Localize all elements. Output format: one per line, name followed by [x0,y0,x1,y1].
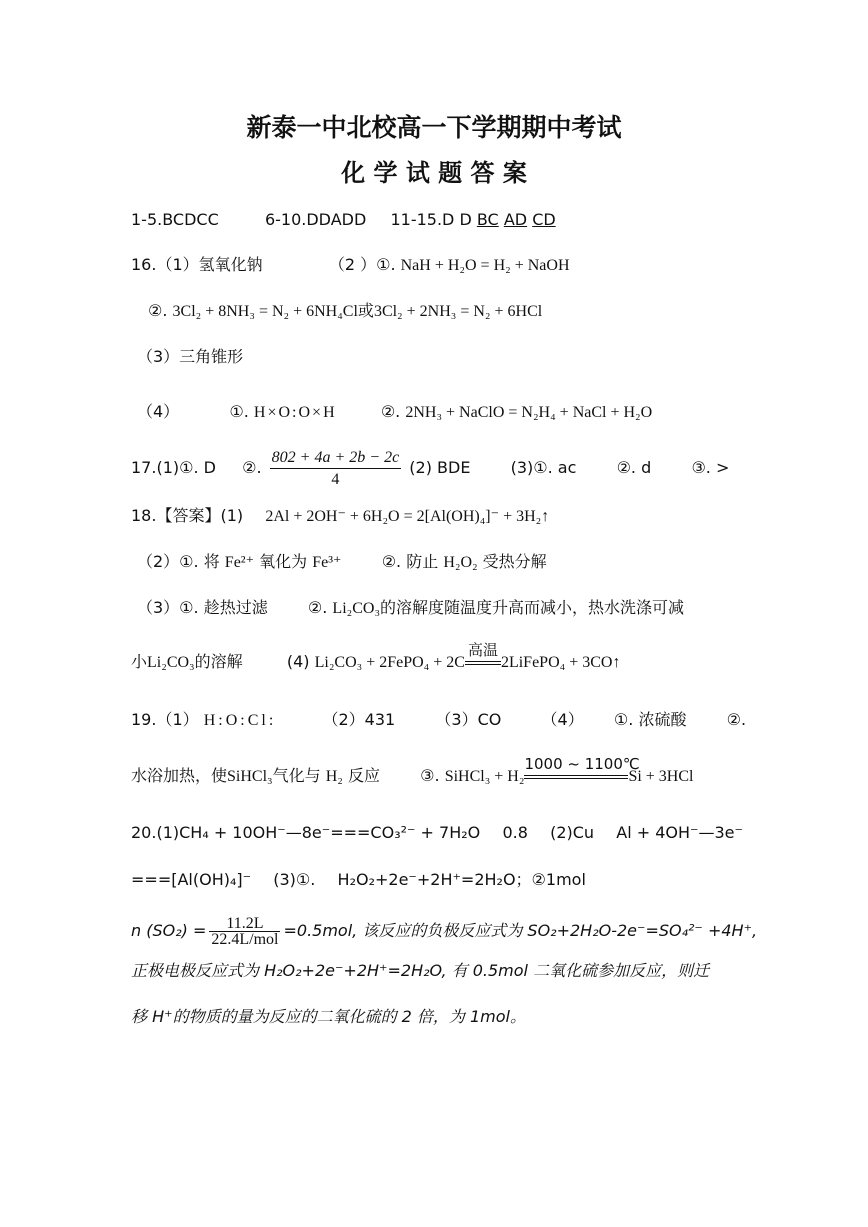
q17-part1-2: ②. [242,458,262,477]
q19-eq-arrow [524,755,640,787]
q18-part3-2-text: 的溶解度随温度升高而减小，热水洗涤可减 [380,598,685,617]
q20-line-4: 正极电极反应式为 H₂O₂+2e⁻+2H⁺=2H₂O, 有 0.5mol 二氧化硫参加反应，则迁 [131,961,710,980]
q16-part1: 16.（1）氢氧化钠 [131,255,263,274]
q16-eq2-label: ②. [148,301,168,320]
q17-part3-2: ②. d [616,458,652,477]
q17-part2: (2) BDE [409,458,471,477]
q19-part4-label: （4） [541,710,584,729]
q20-numerator: 11.2L [209,916,280,932]
q18-part3-1: （3）①. 趁热过滤 [137,598,268,617]
q16-equation-4: 2NH₃ + NaClO = N₂H₄ + NaCl + H₂O [405,404,653,421]
q18-part2-2a: ②. 防止 [381,552,439,571]
q16-line-4 [137,401,652,424]
answers-1-5: 1-5.BCDCC [131,210,219,229]
q20-n-so2: n (SO₂) = [131,921,207,940]
q19-eq-left: SiHCl₃ + H₂ [444,768,525,785]
q20-part1-value: 0.8 [502,823,528,842]
q19-eq-condition: 1000 ~ 1100℃ [524,755,640,773]
li2co3-formula-a: Li₂CO₃ [332,600,381,617]
q19-line-2 [131,755,694,788]
q20-part2-cu: (2)Cu [550,823,595,842]
h2-formula: H₂ [325,768,343,785]
q18-part4-label: (4) [286,652,310,671]
q19-part4-1: ①. 浓硫酸 [613,710,687,729]
answer-key-subtitle: 化 学 试 题 答 案 [341,159,527,187]
h2o2-formula: H₂O₂ [443,554,478,571]
q19-part2: （2）431 [322,710,396,729]
q20-explanation-1: =0.5mol, 该反应的负极反应式为 SO₂+2H₂O-2e⁻=SO₄²⁻ +4H⁺, [283,921,758,940]
q16-equation-2b: 3Cl₂ + 2NH₃ = N₂ + 6HCl [373,303,543,320]
q18-part3-cont-a: 小 [131,652,148,671]
q17-numerator: 802 + 4a + 2b − 2c [270,447,402,469]
answers-11-13: 11-15.D D [390,210,477,229]
q18-part3-cont-b: 的溶解 [194,652,243,671]
answers-6-10: 6-10.DDADD [264,210,367,229]
q20-line-2 [131,869,586,891]
q19-part4-3-label: ③. [420,766,440,785]
q19-part4-2-label: ②. [726,710,747,729]
q16-or: 或 [357,301,374,320]
q18-eq4-right: 2LiFePO₄ + 3CO↑ [500,654,621,671]
q19-part4-2c: 反应 [347,766,380,785]
q18-line-1 [131,505,549,528]
q17-part3-1: (3)①. ac [510,458,577,477]
q20-fraction [209,916,280,947]
q18-eq4-condition: 高温 [467,641,498,659]
q18-part2-2b: 受热分解 [482,552,547,571]
q16-line-3: （3）三角锥形 [137,347,244,366]
fe3-ion: Fe³⁺ [312,554,342,571]
hclo-electron-formula: H:O:Cl: [203,712,277,729]
q18-part2-1b: 氧化为 [259,552,308,571]
q18-part2-1a: （2）①. 将 [137,552,220,571]
q20-line-5: 移 H⁺的物质的量为反应的二氧化硫的 2 倍，为 1mol。 [131,1007,527,1026]
q17-part3-3: ③. > [691,458,730,477]
answer-14: AD [503,210,528,229]
q18-part3-2-label: ②. [307,598,328,617]
h2o2-electron-formula: H×O:O×H [253,404,337,421]
q19-part1-label: 19.（1） [131,710,199,729]
q19-eq-right: Si + 3HCl [628,768,694,785]
q20-part2-equation-cont: ===[Al(OH)₄]⁻ [131,870,252,889]
q18-eq4-arrow [465,641,501,673]
q18-line-2 [137,551,547,574]
answer-13: BC [476,210,499,229]
q17-fraction [270,447,402,490]
q16-part4-2: ②. [380,402,401,421]
q16-equation-2a: 3Cl₂ + 8NH₃ = N₂ + 6NH₄Cl [172,303,358,320]
q20-part2-equation: Al + 4OH⁻—3e⁻ [616,823,743,842]
sihcl3-formula: SiHCl₃ [227,768,273,785]
answer-15: CD [532,210,556,229]
q16-part2-label: （2 ）①. [328,255,396,274]
q19-line-1 [131,709,746,732]
li2co3-formula-b: Li₂CO₃ [147,654,195,671]
q16-line-2 [148,300,542,323]
q16-equation-1: NaH + H₂O = H₂ + NaOH [400,257,570,274]
q20-part3-equation: H₂O₂+2e⁻+2H⁺=2H₂O；②1mol [337,870,586,889]
q16-part4-label: （4） [137,402,180,421]
q18-part1-label: 18.【答案】(1) [131,506,244,525]
q16-line-1 [131,254,570,277]
q20-line-3 [131,914,757,948]
q18-line-4 [131,641,621,674]
fe2-ion: Fe²⁺ [224,554,255,571]
q20-part3-label: (3)①. [273,870,316,889]
q20-part1-equation: 20.(1)CH₄ + 10OH⁻—8e⁻===CO₃²⁻ + 7H₂O [131,823,481,842]
q20-denominator: 22.4L/mol [211,931,279,948]
multiple-choice-answers [131,209,556,231]
q20-line-1 [131,822,743,844]
q18-eq4-left: Li₂CO₃ + 2FePO₄ + 2C [314,654,465,671]
q17-line [131,446,729,490]
q16-part4-1: ①. [229,402,249,421]
q17-part1: 17.(1)①. D [131,458,216,477]
q18-line-3 [137,597,684,620]
school-exam-title: 新泰一中北校高一下学期期中考试 [246,113,622,142]
q18-equation-1: 2Al + 2OH⁻ + 6H₂O = 2[Al(OH)₄]⁻ + 3H₂↑ [265,508,550,525]
q17-denominator: 4 [331,471,340,488]
q19-part3: （3）CO [435,710,502,729]
q19-part4-2a: 水浴加热，使 [131,766,228,785]
q19-part4-2b: 气化与 [272,766,321,785]
